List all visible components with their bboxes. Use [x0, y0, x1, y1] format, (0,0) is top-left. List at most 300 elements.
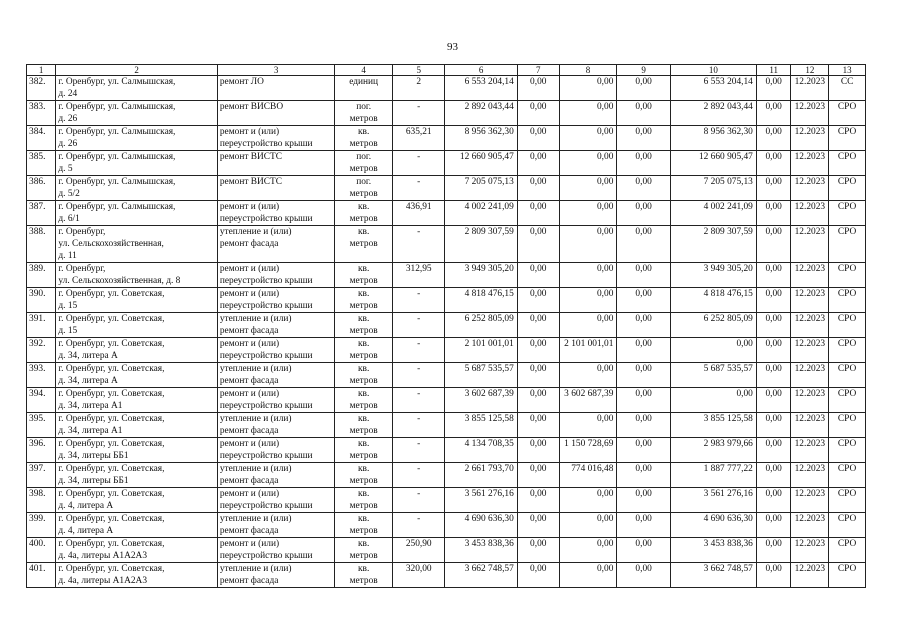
quantity-cell: - [392, 226, 444, 263]
unit-cell [335, 313, 393, 338]
col9-cell: 0,00 [617, 513, 670, 538]
source-cell: СРО [829, 151, 866, 176]
total-cost-cell: 4 002 241,09 [445, 201, 517, 226]
column-header: 7 [517, 65, 559, 76]
work-type-cell-line: утепление и (или) [219, 414, 292, 424]
source-cell: СРО [829, 563, 866, 588]
unit-cell-line: пог. [356, 177, 372, 187]
unit-cell-line: кв. [357, 564, 370, 574]
address-cell-line: д. 4, литера А [58, 526, 114, 536]
table-row [27, 363, 866, 388]
col9-cell: 0,00 [617, 563, 670, 588]
col11-cell: 0,00 [756, 413, 791, 438]
col11-cell: 0,00 [756, 488, 791, 513]
work-type-cell [217, 388, 334, 413]
unit-cell [335, 226, 393, 263]
work-type-cell-line: переустройство крыши [219, 501, 313, 511]
unit-cell [335, 488, 393, 513]
col10-cell: 4 818 476,15 [670, 288, 756, 313]
col11-cell: 0,00 [756, 126, 791, 151]
quantity-cell: 436,91 [392, 201, 444, 226]
col7-cell: 0,00 [517, 201, 559, 226]
col10-cell: 2 892 043,44 [670, 101, 756, 126]
col8-cell: 0,00 [559, 563, 617, 588]
unit-cell-line: метров [349, 239, 378, 249]
unit-cell-line: метров [349, 501, 378, 511]
table-row [27, 338, 866, 363]
row-number: 400. [27, 538, 56, 563]
column-header: 12 [791, 65, 829, 76]
address-cell-line: ул. Сельскохозяйственная, [58, 239, 164, 249]
col7-cell: 0,00 [517, 438, 559, 463]
col10-cell: 3 662 748,57 [670, 563, 756, 588]
col8-cell: 0,00 [559, 151, 617, 176]
source-cell: СРО [829, 201, 866, 226]
column-header: 9 [617, 65, 670, 76]
row-number: 389. [27, 263, 56, 288]
work-type-cell [217, 201, 334, 226]
col7-cell: 0,00 [517, 126, 559, 151]
work-type-cell [217, 363, 334, 388]
col9-cell: 0,00 [617, 151, 670, 176]
unit-cell-line: кв. [357, 289, 370, 299]
date-cell: 12.2023 [791, 76, 829, 101]
address-cell [56, 263, 218, 288]
row-number: 384. [27, 126, 56, 151]
work-type-cell [217, 438, 334, 463]
col10-cell: 0,00 [670, 388, 756, 413]
total-cost-cell: 4 134 708,35 [445, 438, 517, 463]
quantity-cell: 312,95 [392, 263, 444, 288]
col11-cell: 0,00 [756, 538, 791, 563]
total-cost-cell: 6 553 204,14 [445, 76, 517, 101]
row-number: 386. [27, 176, 56, 201]
column-header: 5 [392, 65, 444, 76]
unit-cell [335, 538, 393, 563]
quantity-cell: - [392, 338, 444, 363]
col9-cell: 0,00 [617, 438, 670, 463]
source-cell: СРО [829, 126, 866, 151]
col7-cell: 0,00 [517, 151, 559, 176]
col9-cell: 0,00 [617, 201, 670, 226]
source-cell: СРО [829, 438, 866, 463]
work-type-cell-line: ремонт и (или) [219, 439, 280, 449]
address-cell-line: д. 34, литера А [58, 351, 118, 361]
col8-cell: 774 016,48 [559, 463, 617, 488]
address-cell-line: д. 26 [58, 139, 78, 149]
address-cell-line: д. 4, литера А [58, 501, 114, 511]
column-number-row [27, 65, 866, 76]
row-number: 382. [27, 76, 56, 101]
quantity-cell: - [392, 488, 444, 513]
work-type-cell [217, 538, 334, 563]
unit-cell [335, 151, 393, 176]
date-cell: 12.2023 [791, 488, 829, 513]
total-cost-cell: 3 561 276,16 [445, 488, 517, 513]
col8-cell: 2 101 001,01 [559, 338, 617, 363]
work-type-cell [217, 313, 334, 338]
col8-cell: 0,00 [559, 201, 617, 226]
unit-cell-line: метров [349, 326, 378, 336]
work-type-cell [217, 76, 334, 101]
table-row [27, 563, 866, 588]
row-number: 401. [27, 563, 56, 588]
col11-cell: 0,00 [756, 101, 791, 126]
unit-cell-line: метров [349, 526, 378, 536]
address-cell [56, 76, 218, 101]
col11-cell: 0,00 [756, 563, 791, 588]
table-row [27, 263, 866, 288]
total-cost-cell: 3 662 748,57 [445, 563, 517, 588]
address-cell [56, 513, 218, 538]
unit-cell [335, 126, 393, 151]
work-type-cell-line: утепление и (или) [219, 314, 292, 324]
work-type-cell [217, 101, 334, 126]
work-type-cell-line: ремонт фасада [219, 476, 279, 486]
col7-cell: 0,00 [517, 263, 559, 288]
address-cell-line: г. Оренбург, ул. Советская, [58, 514, 165, 524]
unit-cell-line: кв. [357, 464, 370, 474]
work-type-cell-line: переустройство крыши [219, 139, 313, 149]
address-cell [56, 176, 218, 201]
address-cell-line: д. 5 [58, 164, 73, 174]
unit-cell-line: метров [349, 401, 378, 411]
source-cell: СРО [829, 413, 866, 438]
quantity-cell: 250,90 [392, 538, 444, 563]
total-cost-cell: 2 809 307,59 [445, 226, 517, 263]
quantity-cell: - [392, 313, 444, 338]
address-cell-line: д. 26 [58, 114, 78, 124]
work-type-cell-line: ремонт и (или) [219, 289, 280, 299]
col9-cell: 0,00 [617, 338, 670, 363]
address-cell [56, 363, 218, 388]
column-header: 4 [335, 65, 393, 76]
work-type-cell-line: ремонт и (или) [219, 339, 280, 349]
quantity-cell: 2 [392, 76, 444, 101]
address-cell-line: г. Оренбург, ул. Советская, [58, 389, 165, 399]
date-cell: 12.2023 [791, 413, 829, 438]
address-cell-line: д. 6/1 [58, 214, 80, 224]
address-cell-line: г. Оренбург, ул. Советская, [58, 439, 165, 449]
quantity-cell: - [392, 176, 444, 201]
work-type-cell-line: ремонт фасада [219, 426, 279, 436]
unit-cell-line: кв. [357, 364, 370, 374]
unit-cell-line: метров [349, 451, 378, 461]
col7-cell: 0,00 [517, 413, 559, 438]
col7-cell: 0,00 [517, 363, 559, 388]
address-cell-line: д. 15 [58, 301, 78, 311]
table-row [27, 151, 866, 176]
unit-cell [335, 463, 393, 488]
col8-cell: 0,00 [559, 513, 617, 538]
col10-cell: 4 690 636,30 [670, 513, 756, 538]
column-header: 3 [217, 65, 334, 76]
table-row [27, 538, 866, 563]
col9-cell: 0,00 [617, 363, 670, 388]
address-cell-line: г. Оренбург, ул. Салмышская, [58, 202, 176, 212]
column-header: 13 [829, 65, 866, 76]
table-row [27, 76, 866, 101]
col9-cell: 0,00 [617, 538, 670, 563]
total-cost-cell: 6 252 805,09 [445, 313, 517, 338]
unit-cell-line: метров [349, 351, 378, 361]
address-cell-line: д. 24 [58, 89, 78, 99]
col11-cell: 0,00 [756, 76, 791, 101]
unit-cell-line: метров [349, 164, 378, 174]
col7-cell: 0,00 [517, 388, 559, 413]
address-cell-line: г. Оренбург, ул. Советская, [58, 489, 165, 499]
unit-cell-line: метров [349, 576, 378, 586]
work-type-cell-line: ремонт фасада [219, 376, 279, 386]
row-number: 393. [27, 363, 56, 388]
work-type-cell [217, 226, 334, 263]
address-cell-line: г. Оренбург, ул. Советская, [58, 339, 165, 349]
work-type-cell-line: ремонт и (или) [219, 127, 280, 137]
table-row [27, 513, 866, 538]
unit-cell-line: пог. [356, 152, 372, 162]
row-number: 399. [27, 513, 56, 538]
total-cost-cell: 7 205 075,13 [445, 176, 517, 201]
col9-cell: 0,00 [617, 413, 670, 438]
unit-cell-line: метров [349, 551, 378, 561]
total-cost-cell: 12 660 905,47 [445, 151, 517, 176]
source-cell: СРО [829, 538, 866, 563]
col9-cell: 0,00 [617, 463, 670, 488]
total-cost-cell: 2 892 043,44 [445, 101, 517, 126]
unit-cell [335, 76, 393, 101]
address-cell-line: г. Оренбург, ул. Салмышская, [58, 177, 176, 187]
total-cost-cell: 4 818 476,15 [445, 288, 517, 313]
address-cell [56, 288, 218, 313]
total-cost-cell: 3 453 838,36 [445, 538, 517, 563]
col8-cell: 0,00 [559, 126, 617, 151]
col10-cell: 3 949 305,20 [670, 263, 756, 288]
col8-cell: 0,00 [559, 363, 617, 388]
address-cell [56, 388, 218, 413]
address-cell [56, 126, 218, 151]
col10-cell: 12 660 905,47 [670, 151, 756, 176]
work-type-cell-line: ремонт и (или) [219, 389, 280, 399]
col10-cell: 0,00 [670, 338, 756, 363]
unit-cell-line: кв. [357, 227, 370, 237]
source-cell: СРО [829, 226, 866, 263]
table-row [27, 226, 866, 263]
unit-cell [335, 363, 393, 388]
address-cell-line: г. Оренбург, ул. Советская, [58, 314, 165, 324]
work-type-cell-line: ремонт и (или) [219, 264, 280, 274]
row-number: 396. [27, 438, 56, 463]
row-number: 383. [27, 101, 56, 126]
unit-cell-line: кв. [357, 414, 370, 424]
unit-cell [335, 413, 393, 438]
col8-cell: 0,00 [559, 288, 617, 313]
col7-cell: 0,00 [517, 563, 559, 588]
work-type-cell [217, 463, 334, 488]
address-cell-line: д. 34, литера А [58, 376, 118, 386]
total-cost-cell: 4 690 636,30 [445, 513, 517, 538]
col10-cell: 7 205 075,13 [670, 176, 756, 201]
table-row [27, 126, 866, 151]
column-header: 8 [559, 65, 617, 76]
address-cell-line: д. 34, литера А1 [58, 401, 123, 411]
unit-cell-line: кв. [357, 127, 370, 137]
address-cell-line: г. Оренбург, ул. Советская, [58, 289, 165, 299]
source-cell: СРО [829, 176, 866, 201]
total-cost-cell: 3 602 687,39 [445, 388, 517, 413]
row-number: 387. [27, 201, 56, 226]
col8-cell: 3 602 687,39 [559, 388, 617, 413]
total-cost-cell: 2 661 793,70 [445, 463, 517, 488]
work-type-cell [217, 513, 334, 538]
address-cell-line: д. 11 [58, 251, 77, 261]
col7-cell: 0,00 [517, 76, 559, 101]
work-type-cell-line: ремонт фасада [219, 239, 279, 249]
address-cell [56, 438, 218, 463]
total-cost-cell: 5 687 535,57 [445, 363, 517, 388]
work-type-cell-line: ремонт ВИСТС [219, 177, 283, 187]
col9-cell: 0,00 [617, 488, 670, 513]
unit-cell-line: кв. [357, 314, 370, 324]
work-type-cell-line: ремонт и (или) [219, 202, 280, 212]
unit-cell-line: метров [349, 189, 378, 199]
unit-cell-line: кв. [357, 539, 370, 549]
source-cell: СРО [829, 488, 866, 513]
column-header: 2 [56, 65, 218, 76]
address-cell-line: д. 5/2 [58, 189, 80, 199]
col11-cell: 0,00 [756, 263, 791, 288]
col11-cell: 0,00 [756, 288, 791, 313]
col10-cell: 6 252 805,09 [670, 313, 756, 338]
work-type-cell-line: переустройство крыши [219, 551, 313, 561]
total-cost-cell: 2 101 001,01 [445, 338, 517, 363]
table-body [27, 76, 866, 588]
quantity-cell: - [392, 363, 444, 388]
work-type-cell-line: ремонт ВИСВО [219, 102, 284, 112]
work-type-cell [217, 488, 334, 513]
date-cell: 12.2023 [791, 388, 829, 413]
unit-cell-line: метров [349, 426, 378, 436]
date-cell: 12.2023 [791, 226, 829, 263]
total-cost-cell: 3 949 305,20 [445, 263, 517, 288]
unit-cell [335, 201, 393, 226]
work-type-cell-line: переустройство крыши [219, 401, 313, 411]
table-row [27, 438, 866, 463]
address-cell [56, 313, 218, 338]
quantity-cell: - [392, 513, 444, 538]
unit-cell-line: единиц [349, 77, 379, 87]
col8-cell: 0,00 [559, 101, 617, 126]
unit-cell-line: пог. [356, 102, 372, 112]
address-cell-line: г. Оренбург, ул. Советская, [58, 564, 165, 574]
address-cell [56, 226, 218, 263]
date-cell: 12.2023 [791, 438, 829, 463]
date-cell: 12.2023 [791, 201, 829, 226]
unit-cell-line: кв. [357, 514, 370, 524]
page-number: 93 [447, 41, 458, 53]
address-cell-line: д. 34, литеры ББ1 [58, 476, 129, 486]
col11-cell: 0,00 [756, 463, 791, 488]
address-cell-line: д. 15 [58, 326, 78, 336]
col9-cell: 0,00 [617, 176, 670, 201]
col9-cell: 0,00 [617, 263, 670, 288]
unit-cell-line: кв. [357, 339, 370, 349]
column-header: 1 [27, 65, 56, 76]
col11-cell: 0,00 [756, 513, 791, 538]
column-header: 6 [445, 65, 517, 76]
address-cell-line: г. Оренбург, ул. Советская, [58, 464, 165, 474]
column-header: 11 [756, 65, 791, 76]
row-number: 391. [27, 313, 56, 338]
work-type-cell-line: утепление и (или) [219, 464, 292, 474]
source-cell: СРО [829, 388, 866, 413]
address-cell-line: д. 4а, литеры А1А2А3 [58, 576, 148, 586]
unit-cell-line: метров [349, 376, 378, 386]
source-cell: СРО [829, 288, 866, 313]
col10-cell: 4 002 241,09 [670, 201, 756, 226]
address-cell [56, 538, 218, 563]
col8-cell: 1 150 728,69 [559, 438, 617, 463]
unit-cell-line: метров [349, 214, 378, 224]
date-cell: 12.2023 [791, 463, 829, 488]
col11-cell: 0,00 [756, 363, 791, 388]
date-cell: 12.2023 [791, 126, 829, 151]
work-type-cell-line: ремонт фасада [219, 526, 279, 536]
address-cell [56, 563, 218, 588]
work-type-cell-line: ремонт и (или) [219, 489, 280, 499]
date-cell: 12.2023 [791, 101, 829, 126]
unit-cell-line: кв. [357, 489, 370, 499]
total-cost-cell: 8 956 362,30 [445, 126, 517, 151]
address-cell [56, 151, 218, 176]
work-type-cell-line: переустройство крыши [219, 214, 313, 224]
source-cell: СРО [829, 463, 866, 488]
col11-cell: 0,00 [756, 201, 791, 226]
quantity-cell: - [392, 288, 444, 313]
col11-cell: 0,00 [756, 388, 791, 413]
address-cell [56, 338, 218, 363]
col9-cell: 0,00 [617, 388, 670, 413]
address-cell-line: д. 34, литера А1 [58, 426, 123, 436]
address-cell-line: д. 34, литеры ББ1 [58, 451, 129, 461]
col10-cell: 6 553 204,14 [670, 76, 756, 101]
work-type-cell-line: утепление и (или) [219, 514, 292, 524]
date-cell: 12.2023 [791, 338, 829, 363]
col10-cell: 5 687 535,57 [670, 363, 756, 388]
quantity-cell: - [392, 413, 444, 438]
col9-cell: 0,00 [617, 313, 670, 338]
table-row [27, 388, 866, 413]
unit-cell [335, 513, 393, 538]
unit-cell [335, 563, 393, 588]
address-cell-line: г. Оренбург, ул. Салмышская, [58, 152, 176, 162]
col8-cell: 0,00 [559, 538, 617, 563]
address-cell-line: г. Оренбург, ул. Советская, [58, 364, 165, 374]
date-cell: 12.2023 [791, 263, 829, 288]
row-number: 390. [27, 288, 56, 313]
col11-cell: 0,00 [756, 176, 791, 201]
address-cell-line: г. Оренбург, [58, 264, 106, 274]
col9-cell: 0,00 [617, 226, 670, 263]
unit-cell-line: метров [349, 276, 378, 286]
address-cell-line: г. Оренбург, ул. Салмышская, [58, 77, 176, 87]
total-cost-cell: 3 855 125,58 [445, 413, 517, 438]
col10-cell: 2 983 979,66 [670, 438, 756, 463]
col8-cell: 0,00 [559, 226, 617, 263]
col9-cell: 0,00 [617, 288, 670, 313]
quantity-cell: - [392, 438, 444, 463]
col11-cell: 0,00 [756, 226, 791, 263]
col7-cell: 0,00 [517, 513, 559, 538]
